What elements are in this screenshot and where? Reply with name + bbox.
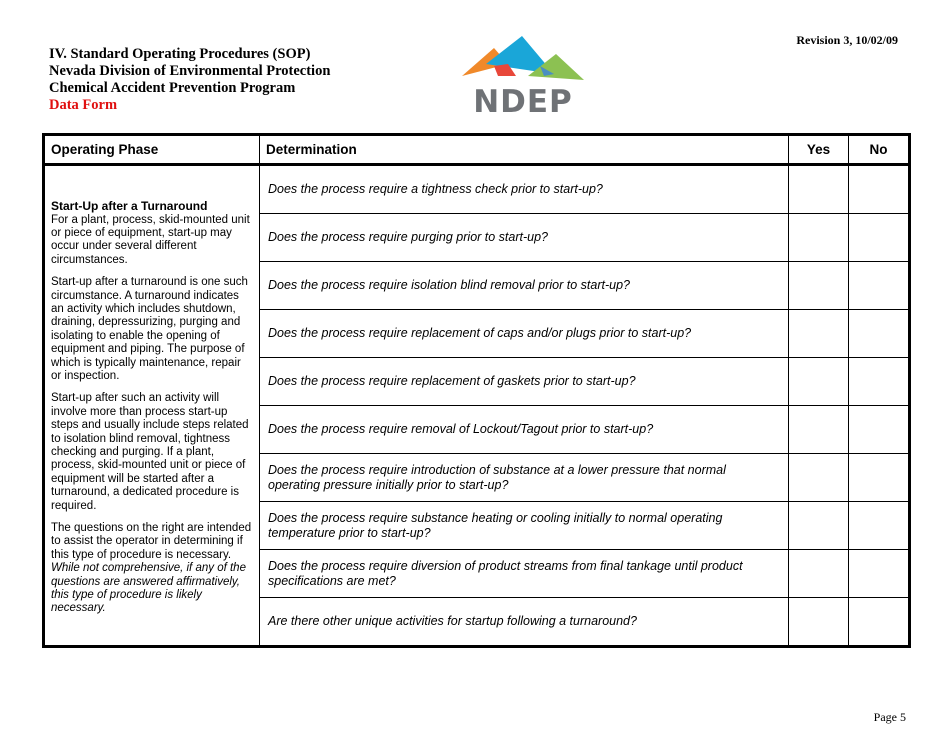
question-5: Does the process require replacement of gaskets prior to start-up?	[260, 358, 789, 406]
yes-checkbox-1[interactable]	[789, 165, 849, 214]
header-line-data-form: Data Form	[49, 97, 118, 113]
revision-label: Revision 3, 10/02/09	[796, 33, 898, 47]
document-header	[49, 46, 330, 114]
header-line-sop: IV. Standard Operating Procedures (SOP)	[49, 46, 311, 62]
mountain-logo-icon	[458, 36, 588, 86]
table-row	[44, 165, 910, 214]
header-no: No	[849, 135, 910, 165]
page-number: Page 5	[873, 710, 906, 724]
question-6: Does the process require removal of Lockout/Tagout prior to start-up?	[260, 406, 789, 454]
header-operating-phase: Operating Phase	[44, 135, 260, 165]
yes-checkbox-7[interactable]	[789, 454, 849, 502]
no-checkbox-9[interactable]	[849, 550, 910, 598]
header-line-division: Nevada Division of Environmental Protection	[49, 63, 331, 79]
operating-phase-cell	[44, 165, 260, 647]
yes-checkbox-4[interactable]	[789, 310, 849, 358]
yes-checkbox-6[interactable]	[789, 406, 849, 454]
no-checkbox-2[interactable]	[849, 214, 910, 262]
yes-checkbox-8[interactable]	[789, 502, 849, 550]
no-checkbox-10[interactable]	[849, 598, 910, 647]
phase-paragraph-4-italic: While not comprehensive, if any of the questions are answered affirmatively, this type of procedure is likely necessary.	[51, 562, 246, 615]
phase-paragraph-3: Start-up after such an activity will involve more than process start-up steps and usually include steps related to isolation blind removal, tightness checking and purging. If a plant, process, skid-mounted unit or piece of equipment will be started after a turnaround, a dedicated procedure is required.	[51, 392, 249, 512]
yes-checkbox-3[interactable]	[789, 262, 849, 310]
yes-checkbox-2[interactable]	[789, 214, 849, 262]
table-header-row	[44, 135, 910, 165]
question-1: Does the process require a tightness check prior to start-up?	[260, 165, 789, 214]
phase-paragraph-1: For a plant, process, skid-mounted unit or piece of equipment, start-up may occur under several different circumstances.	[51, 213, 250, 266]
no-checkbox-8[interactable]	[849, 502, 910, 550]
no-checkbox-3[interactable]	[849, 262, 910, 310]
question-8: Does the process require substance heating or cooling initially to normal operating temperature prior to start-up?	[260, 502, 789, 550]
phase-paragraph-4	[51, 522, 253, 616]
question-7: Does the process require introduction of substance at a lower pressure that normal operating pressure initially prior to start-up?	[260, 454, 789, 502]
no-checkbox-1[interactable]	[849, 165, 910, 214]
no-checkbox-4[interactable]	[849, 310, 910, 358]
phase-title: Start-Up after a Turnaround	[51, 199, 208, 214]
phase-paragraph-2: Start-up after a turnaround is one such circumstance. A turnaround indicates an activity which includes shutdown, draining, depressurizing, purging and isolating to enable the opening of equipment and piping. The purpose of which is typically maintenance, repair or inspection.	[51, 276, 248, 382]
phase-paragraph-4-text: The questions on the right are intended to assist the operator in determining if this type of procedure is necessary.	[51, 522, 252, 561]
yes-checkbox-5[interactable]	[789, 358, 849, 406]
sop-data-form-table	[42, 133, 911, 648]
header-determination: Determination	[260, 135, 789, 165]
ndep-logo	[458, 36, 588, 118]
question-3: Does the process require isolation blind removal prior to start-up?	[260, 262, 789, 310]
header-line-program: Chemical Accident Prevention Program	[49, 80, 296, 96]
no-checkbox-5[interactable]	[849, 358, 910, 406]
yes-checkbox-10[interactable]	[789, 598, 849, 647]
no-checkbox-6[interactable]	[849, 406, 910, 454]
logo-text: NDEP	[473, 84, 573, 120]
yes-checkbox-9[interactable]	[789, 550, 849, 598]
question-9: Does the process require diversion of product streams from final tankage until product specifications are met?	[260, 550, 789, 598]
header-yes: Yes	[789, 135, 849, 165]
question-2: Does the process require purging prior to start-up?	[260, 214, 789, 262]
question-10: Are there other unique activities for startup following a turnaround?	[260, 598, 789, 647]
no-checkbox-7[interactable]	[849, 454, 910, 502]
question-4: Does the process require replacement of caps and/or plugs prior to start-up?	[260, 310, 789, 358]
